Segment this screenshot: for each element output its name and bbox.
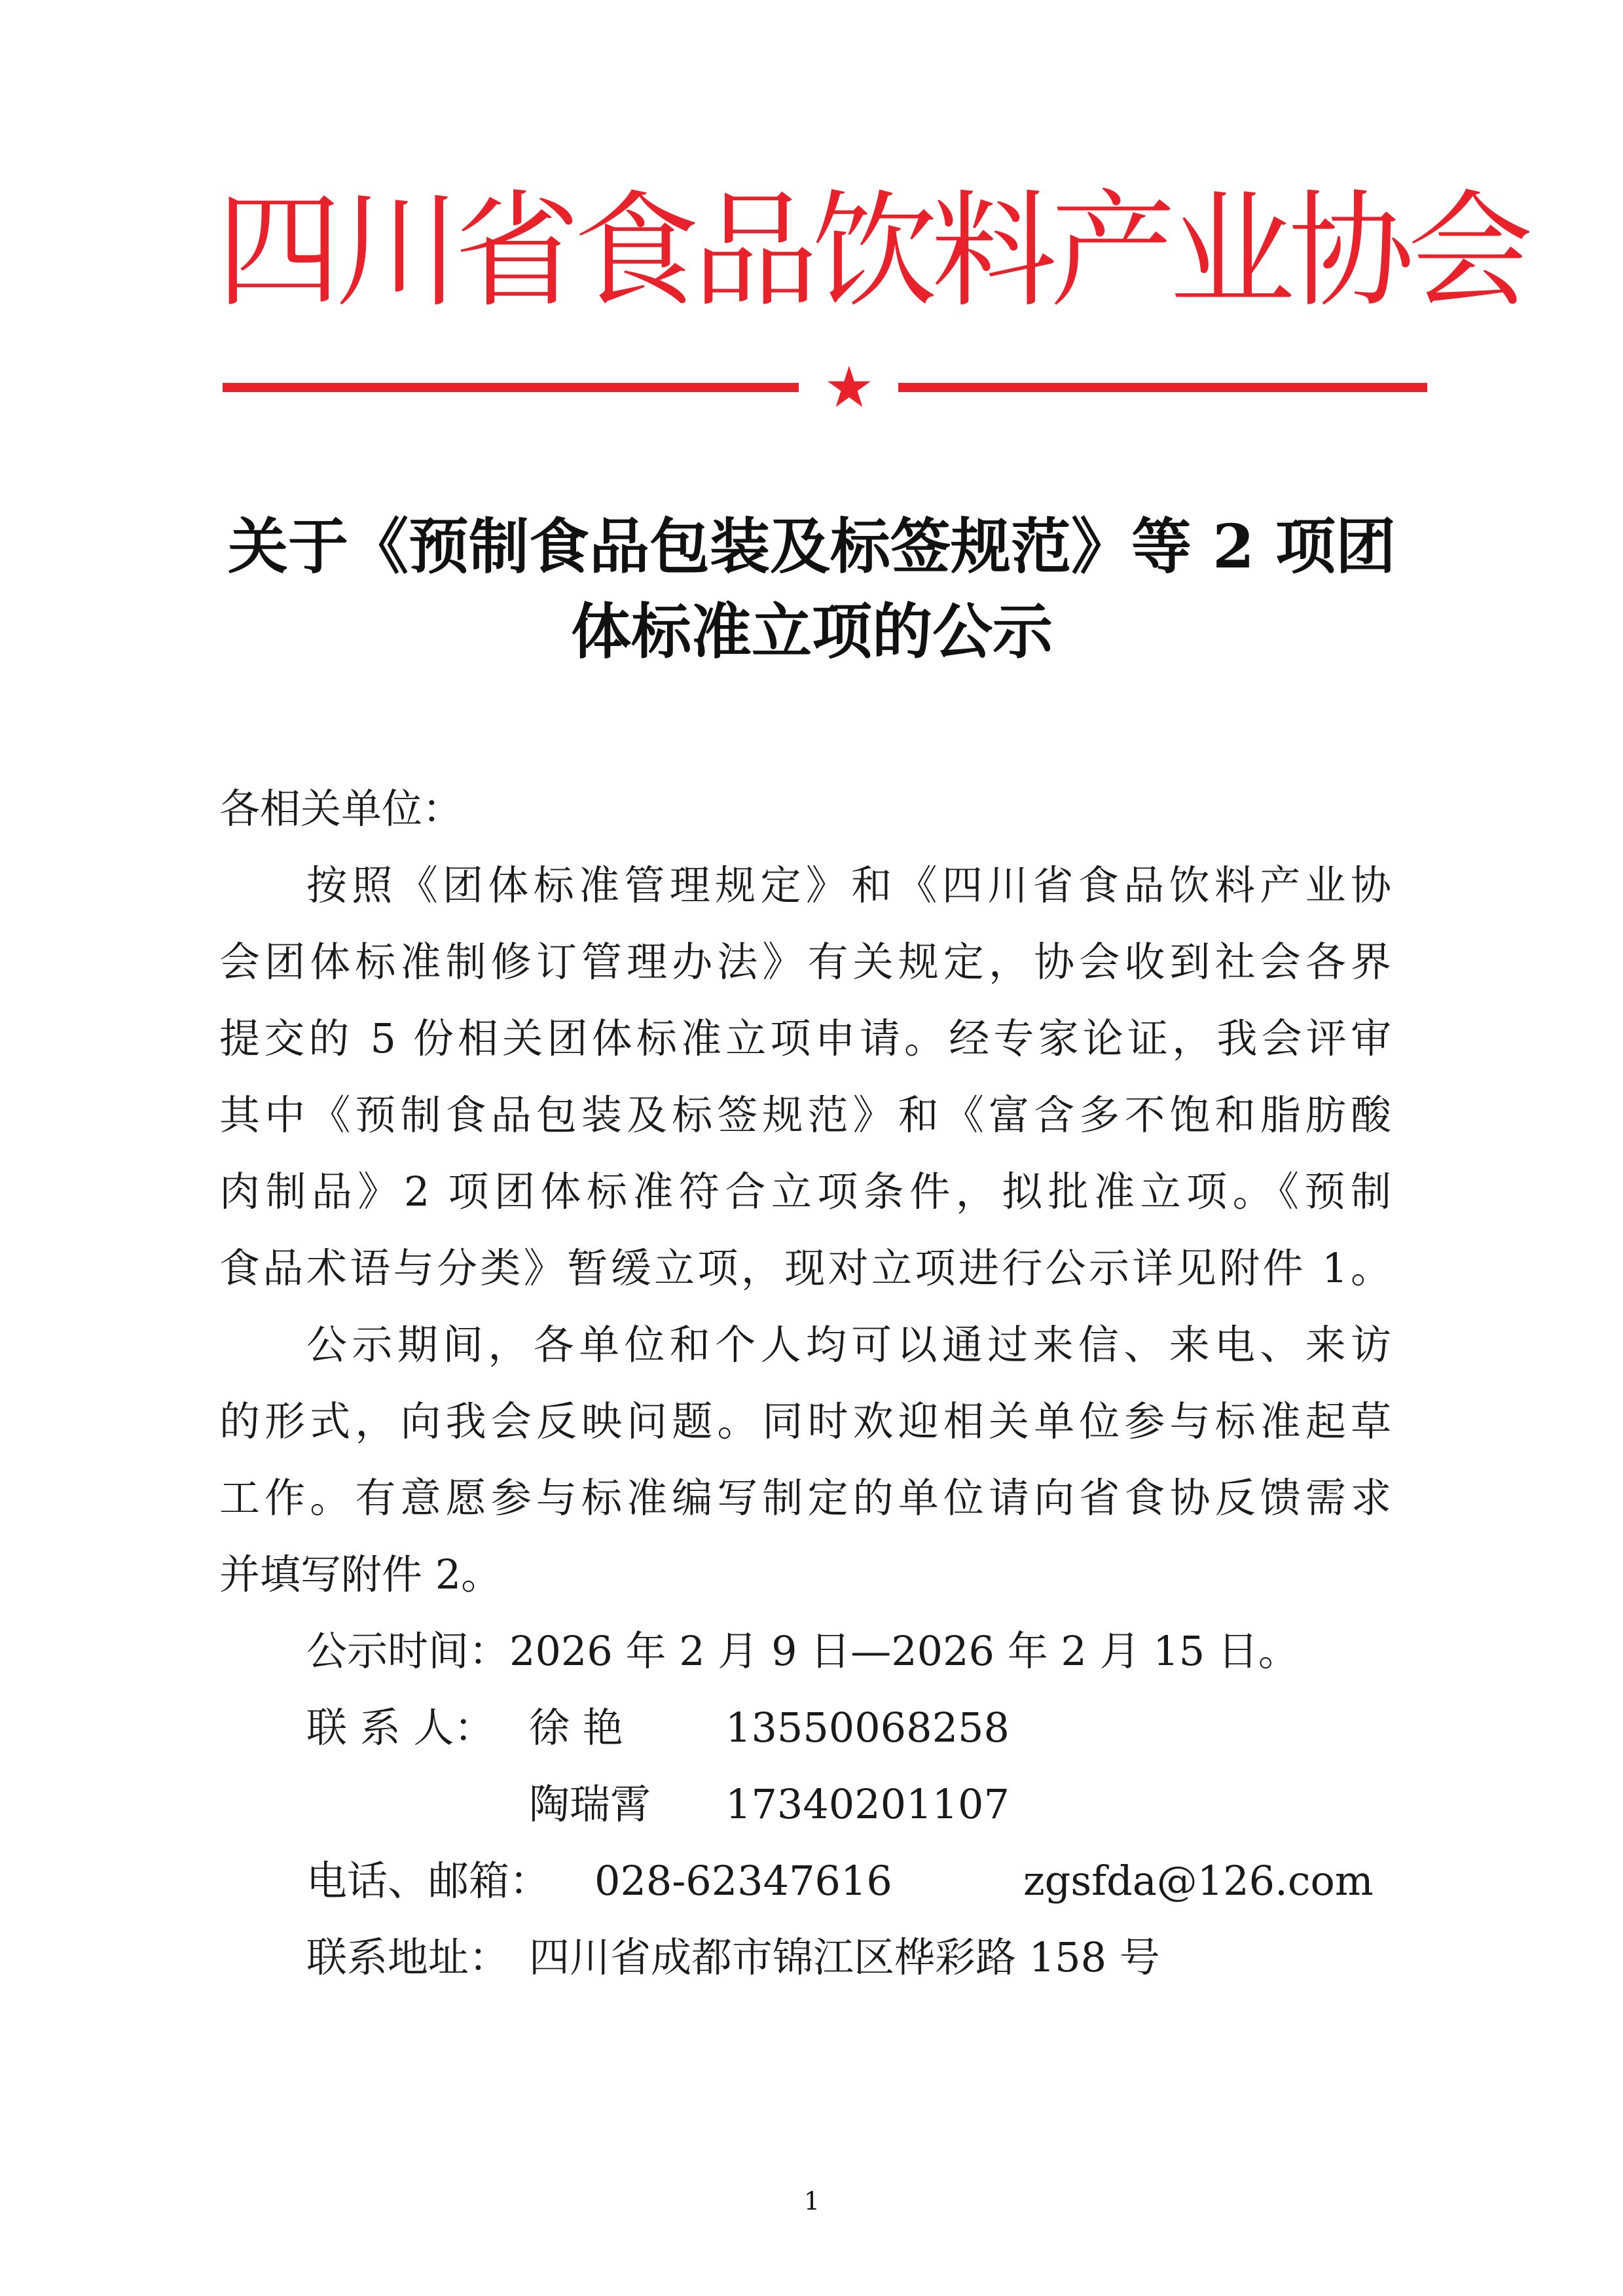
- masthead-rule-right: [898, 383, 1427, 392]
- star-icon: [826, 364, 872, 410]
- masthead-char: 协: [1288, 179, 1414, 325]
- masthead-rule-left: [223, 383, 799, 392]
- contact-label: 联 系 人：: [306, 1704, 495, 1751]
- paragraph-1-line: 按照《团体标准管理规定》和《四川省食品饮料产业协: [306, 861, 1391, 909]
- contact-phone: 17340201107: [725, 1780, 1010, 1828]
- paragraph-1-line: 会团体标准制修订管理办法》有关规定，协会收到社会各界: [219, 938, 1391, 986]
- contact-person-row: [306, 1778, 1092, 1831]
- masthead-char: 品: [693, 179, 818, 325]
- contact-name: 陶瑞霄: [529, 1780, 651, 1828]
- masthead-char: 饮: [812, 179, 938, 325]
- masthead-char: 食: [574, 179, 699, 325]
- document-title-line-1: 关于《预制食品包装及标签规范》等 2 项团: [227, 511, 1396, 582]
- contact-phone: 13550068258: [725, 1704, 1010, 1751]
- contact-name: 徐 艳: [529, 1704, 623, 1751]
- org-masthead: [216, 167, 1533, 337]
- masthead-char: 产: [1050, 179, 1176, 325]
- masthead-char: 业: [1169, 179, 1295, 325]
- address-value: 四川省成都市锦江区桦彩路 158 号: [529, 1933, 1160, 1981]
- paragraph-1-line: 提交的 5 份相关团体标准立项申请。经专家论证，我会评审: [219, 1014, 1391, 1062]
- paragraph-2-line: 并填写附件 2。: [219, 1551, 502, 1598]
- tel-number: 028-62347616: [594, 1857, 892, 1905]
- masthead-char: 省: [454, 179, 580, 325]
- tel-email-label: 电话、邮箱：: [306, 1857, 551, 1905]
- masthead-char: 会: [1408, 179, 1533, 325]
- address-label: 联系地址：: [306, 1933, 510, 1981]
- paragraph-2-line: 工作。有意愿参与标准编写制定的单位请向省食协反馈需求: [219, 1474, 1391, 1522]
- announcement-period: 公示时间：2026 年 2 月 9 日—2026 年 2 月 15 日。: [306, 1627, 1299, 1675]
- salutation: 各相关单位：: [219, 785, 464, 833]
- masthead-char: 料: [931, 179, 1057, 325]
- paragraph-1-line: 其中《预制食品包装及标签规范》和《富含多不饱和脂肪酸: [219, 1091, 1391, 1139]
- page-number: 1: [803, 2187, 820, 2215]
- paragraph-1-line: 肉制品》2 项团体标准符合立项条件，拟批准立项。《预制: [219, 1168, 1391, 1215]
- email-address: zgsfda@126.com: [1023, 1857, 1374, 1905]
- document-title-line-2: 体标准立项的公示: [570, 596, 1053, 667]
- paragraph-1-line: 食品术语与分类》暂缓立项，现对立项进行公示详见附件 1。: [219, 1244, 1391, 1292]
- tel-email-row: [306, 1855, 1374, 1907]
- paragraph-2-line: 的形式，向我会反映问题。同时欢迎相关单位参与标准起草: [219, 1397, 1391, 1445]
- contact-person-row: [306, 1702, 1092, 1754]
- masthead-char: 四: [216, 179, 342, 325]
- paragraph-2-line: 公示期间，各单位和个人均可以通过来信、来电、来访: [306, 1321, 1391, 1369]
- address-row: [306, 1931, 1288, 1984]
- masthead-char: 川: [335, 179, 461, 325]
